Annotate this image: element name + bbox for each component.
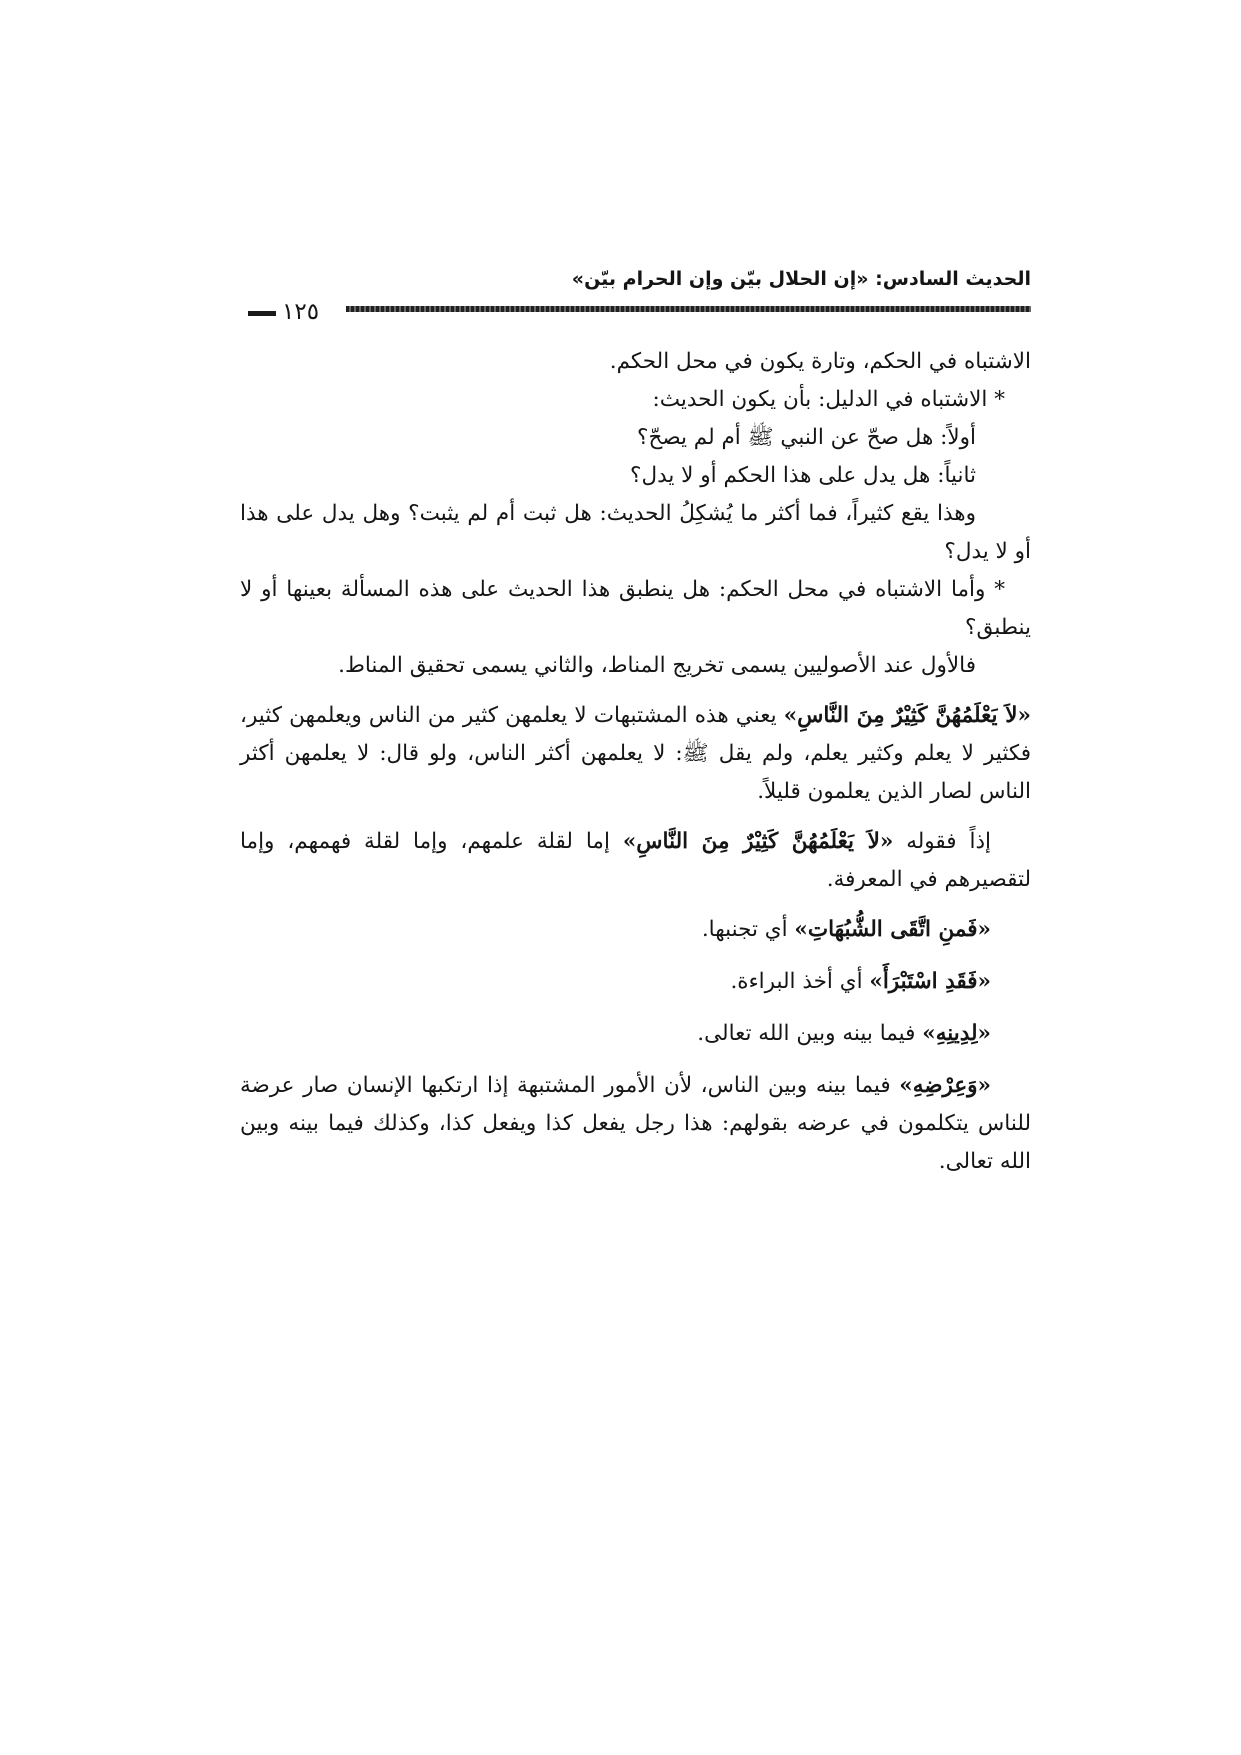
- hadith-quote: «لاَ يَعْلَمُهُنَّ كَثِيْرٌ مِنَ النَّاسِ»: [783, 703, 1031, 728]
- page-header: [248, 268, 1031, 328]
- hadith-quote: «فَقَدِ اسْتَبْرَأَ»: [869, 969, 991, 994]
- paragraph-7: فالأول عند الأصوليين يسمى تخريج المناط، والثاني يسمى تحقيق المناط.: [338, 653, 976, 678]
- page-number: ١٢٥: [282, 299, 320, 325]
- commentary-text: يعني هذه المشتبهات لا يعلمهن كثير من الناس ويعلمهن كثير، فكثير لا يعلم وكثير يعلم، ولم يقل ﷺ: لا يعلمهن أكثر الناس، ولو قال: لا يعلمهن أكثر الناس لصار الذين يعلمون قليلاً.: [240, 703, 1031, 804]
- paragraph-11: [240, 963, 1031, 1001]
- commentary-text: أي أخذ البراءة.: [730, 969, 870, 994]
- paragraph-4: ثانياً: هل يدل على هذا الحكم أو لا يدل؟: [630, 463, 976, 488]
- hadith-quote: «وَعِرْضِهِ»: [899, 1073, 991, 1098]
- paragraph-6: * وأما الاشتباه في محل الحكم: هل ينطبق هذا الحديث على هذه المسألة بعينها أو لا ينطبق؟: [240, 577, 1031, 640]
- paragraph-2: * الاشتباه في الدليل: بأن يكون الحديث:: [652, 387, 1005, 412]
- paragraph-9: [240, 823, 1031, 899]
- commentary-text: فيما بينه وبين الناس، لأن الأمور المشتبهة إذا ارتكبها الإنسان صار عرضة للناس يتكلمون في عرضه بقولهم: هذا رجل يفعل كذا ويفعل كذا، وكذلك فيما بينه وبين الله تعالى.: [240, 1073, 1031, 1174]
- commentary-text: أي تجنبها.: [701, 917, 795, 942]
- paragraph-13: [240, 1067, 1031, 1181]
- paragraph-1: الاشتباه في الحكم، وتارة يكون في محل الحكم.: [609, 349, 1031, 374]
- paragraph-5: وهذا يقع كثيراً، فما أكثر ما يُشكِلُ الحديث: هل ثبت أم لم يثبت؟ وهل يدل على هذا أو لا يدل؟: [240, 501, 1031, 564]
- paragraph-3: أولاً: هل صحّ عن النبي ﷺ أم لم يصحّ؟: [637, 425, 976, 450]
- hadith-quote: «لِدِينِهِ»: [922, 1021, 991, 1046]
- commentary-lead: إذاً فقوله: [893, 829, 992, 854]
- header-rule-long: [346, 306, 1031, 312]
- running-title: الحديث السادس: «إن الحلال بيّن وإن الحرام بيّن»: [571, 268, 1031, 290]
- hadith-quote: «فَمنِ اتَّقَى الشُّبُهَاتِ»: [794, 917, 991, 942]
- commentary-text: فيما بينه وبين الله تعالى.: [697, 1021, 923, 1046]
- page-body: [240, 343, 1031, 1181]
- paragraph-10: [240, 911, 1031, 949]
- paragraph-8: [240, 697, 1031, 811]
- paragraph-12: [240, 1015, 1031, 1053]
- commentary-text: إما لقلة علمهم، وإما لقلة فهمهم، وإما لتقصيرهم في المعرفة.: [240, 829, 1031, 892]
- hadith-quote: «لاَ يَعْلَمُهُنَّ كَثِيْرٌ مِنَ النَّاسِ»: [622, 829, 894, 854]
- header-rule-short: [248, 311, 276, 316]
